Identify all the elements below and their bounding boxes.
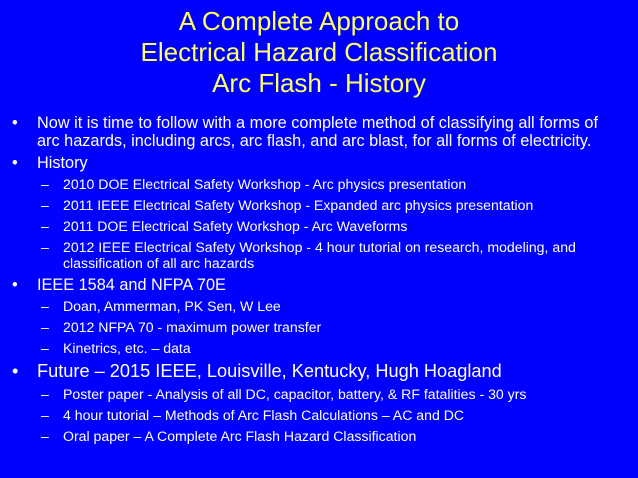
title-line-1: A Complete Approach to <box>178 6 460 36</box>
bullet-item <box>0 154 638 172</box>
sub-bullet-marker: – <box>41 298 49 314</box>
sub-bullet-item <box>0 407 638 423</box>
sub-bullet-item <box>0 386 638 402</box>
sub-bullet-item <box>0 319 638 335</box>
sub-bullet-text: 2011 DOE Electrical Safety Workshop - Arc Waveforms <box>63 218 408 234</box>
title-line-3: Arc Flash - History <box>212 68 426 98</box>
title-line-2: Electrical Hazard Classification <box>140 37 498 67</box>
sub-bullet-marker: – <box>41 340 49 356</box>
bullet-marker: • <box>12 361 19 381</box>
sub-bullet-text: Poster paper - Analysis of all DC, capacitor, battery, & RF fatalities - 30 yrs <box>63 386 527 402</box>
slide-title <box>0 6 638 99</box>
sub-bullet-text: 2012 NFPA 70 - maximum power transfer <box>63 319 322 335</box>
sub-bullet-marker: – <box>41 197 49 213</box>
sub-bullet-item <box>0 176 638 192</box>
bullet-item <box>0 276 638 294</box>
sub-bullet-marker: – <box>41 319 49 335</box>
bullet-marker: • <box>12 276 18 294</box>
sub-bullet-marker: – <box>41 407 49 423</box>
bullet-marker: • <box>12 154 18 172</box>
sub-bullet-text: Kinetrics, etc. – data <box>63 340 191 356</box>
sub-bullet-marker: – <box>41 218 49 234</box>
bullet-item <box>0 114 638 150</box>
bullet-item <box>0 361 638 382</box>
bullet-text: Future – 2015 IEEE, Louisville, Kentucky, Hugh Hoagland <box>37 361 502 381</box>
sub-bullet-text: 2012 IEEE Electrical Safety Workshop - 4 hour tutorial on research, modeling, and classification of all arc hazards <box>63 239 576 271</box>
sub-bullet-item <box>0 239 638 271</box>
sub-bullet-text: 4 hour tutorial – Methods of Arc Flash Calculations – AC and DC <box>63 407 465 423</box>
sub-bullet-item <box>0 218 638 234</box>
sub-bullet-marker: – <box>41 428 49 444</box>
sub-bullet-item <box>0 428 638 444</box>
sub-bullet-text: Oral paper – A Complete Arc Flash Hazard Classification <box>63 428 417 444</box>
sub-bullet-marker: – <box>41 386 49 402</box>
bullet-marker: • <box>12 114 18 132</box>
sub-bullet-marker: – <box>41 239 49 255</box>
sub-bullet-marker: – <box>41 176 49 192</box>
bullet-text: Now it is time to follow with a more complete method of classifying all forms of arc hazards, including arcs, arc flash, and arc blast, for all forms of electricity. <box>37 114 599 150</box>
sub-bullet-item <box>0 298 638 314</box>
sub-bullet-text: 2011 IEEE Electrical Safety Workshop - Expanded arc physics presentation <box>63 197 534 213</box>
sub-bullet-item <box>0 197 638 213</box>
sub-bullet-text: 2010 DOE Electrical Safety Workshop - Arc physics presentation <box>63 176 467 192</box>
sub-bullet-text: Doan, Ammerman, PK Sen, W Lee <box>63 298 281 314</box>
bullet-list <box>0 114 638 449</box>
bullet-text: IEEE 1584 and NFPA 70E <box>37 276 226 294</box>
sub-bullet-item <box>0 340 638 356</box>
bullet-text: History <box>37 154 88 172</box>
